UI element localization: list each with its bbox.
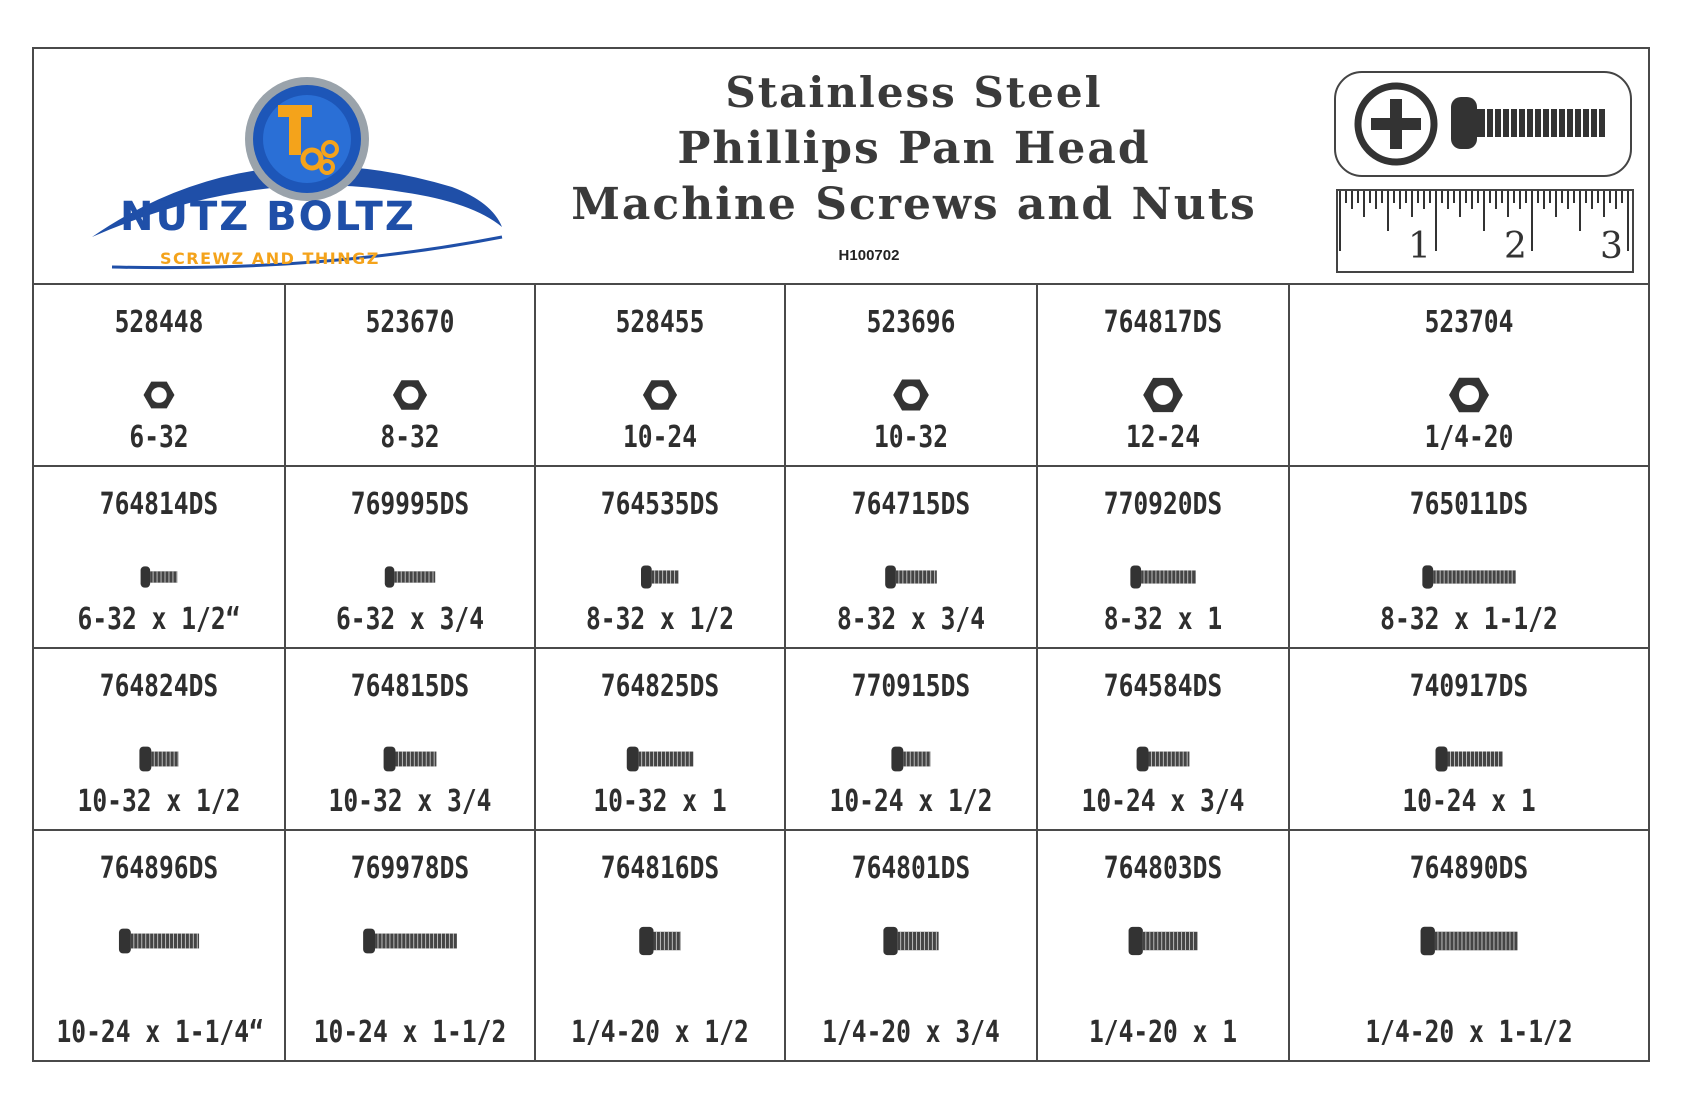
thread-size: 8-32 x 3/4: [836, 602, 986, 637]
part-cell: [786, 649, 1038, 831]
chart-title: [564, 65, 1264, 264]
thread-size: 10-32 x 1: [593, 784, 727, 819]
part-cell: [1038, 285, 1290, 467]
part-cell: [34, 467, 286, 649]
part-cell: [1038, 831, 1290, 1060]
part-cell: [1290, 649, 1648, 831]
part-cell: [34, 285, 286, 467]
part-number: 764824DS: [99, 669, 219, 704]
part-number: 764584DS: [1103, 669, 1223, 704]
part-number: 528448: [114, 305, 204, 340]
chart-header: [34, 49, 1648, 285]
part-cell: [34, 649, 286, 831]
part-number: 523670: [365, 305, 455, 340]
part-cell: [536, 649, 786, 831]
hex-nut-icon: [536, 365, 784, 425]
part-number: 764715DS: [851, 487, 971, 522]
thread-size: 1/4-20 x 1/2: [571, 1015, 749, 1050]
part-cell: [786, 467, 1038, 649]
thread-size: 1/4-20: [1424, 420, 1514, 455]
pan-head-screw-icon: [786, 729, 1036, 789]
title-line-material: Stainless Steel: [725, 68, 1103, 117]
part-cell: [536, 831, 786, 1060]
brand-logo: [72, 67, 542, 279]
part-cell: [536, 285, 786, 467]
thread-size: 8-32 x 1: [1103, 602, 1223, 637]
pan-head-screw-icon: [34, 911, 284, 971]
part-cell: [786, 831, 1038, 1060]
thread-size: 1/4-20 x 1: [1088, 1015, 1238, 1050]
pan-head-screw-icon: [536, 729, 784, 789]
part-number: 764814DS: [99, 487, 219, 522]
brand-name: NUTZ BOLTZ: [120, 194, 416, 240]
thread-size: 10-24 x 1-1/2: [313, 1015, 507, 1050]
part-number: 765011DS: [1409, 487, 1529, 522]
pan-head-screw-icon: [286, 729, 534, 789]
part-number: 764825DS: [600, 669, 720, 704]
thread-size: 10-24 x 1: [1402, 784, 1536, 819]
title-line-head-type: Phillips Pan Head: [677, 123, 1151, 174]
part-cell: [1038, 467, 1290, 649]
brand-tagline: SCREWZ AND THINGZ: [160, 249, 380, 268]
part-number: 528455: [615, 305, 705, 340]
thread-size: 6-32 x 1/2“: [77, 602, 241, 637]
thread-size: 10-24 x 1-1/4“: [56, 1015, 264, 1050]
part-number: 764896DS: [99, 851, 219, 886]
part-number: 770915DS: [851, 669, 971, 704]
pan-head-screw-icon: [1290, 729, 1648, 789]
title-line-product: Machine Screws and Nuts: [571, 179, 1257, 230]
thread-size: 8-32 x 1-1/2: [1380, 602, 1558, 637]
part-number: 764817DS: [1103, 305, 1223, 340]
part-cell: [286, 649, 536, 831]
phillips-pan-head-icon: [1336, 73, 1630, 175]
pan-head-screw-icon: [1290, 911, 1648, 971]
pan-head-screw-icon: [34, 729, 284, 789]
part-cell: [286, 285, 536, 467]
part-cell: [1290, 285, 1648, 467]
pan-head-screw-icon: [786, 911, 1036, 971]
part-number: 769995DS: [350, 487, 470, 522]
logo-emblem-icon: [72, 67, 542, 279]
part-cell: [786, 285, 1038, 467]
parts-grid: [34, 285, 1648, 1060]
thread-size: 1/4-20 x 3/4: [822, 1015, 1000, 1050]
hex-nut-icon: [1290, 365, 1648, 425]
pan-head-screw-icon: [1038, 729, 1288, 789]
part-cell: [286, 831, 536, 1060]
part-cell: [1290, 467, 1648, 649]
hex-nut-icon: [1038, 365, 1288, 425]
thread-size: 10-32 x 1/2: [77, 784, 241, 819]
pan-head-screw-icon: [1038, 911, 1288, 971]
part-number: 770920DS: [1103, 487, 1223, 522]
hex-nut-icon: [786, 365, 1036, 425]
pan-head-screw-icon: [1290, 547, 1648, 607]
part-number: 740917DS: [1409, 669, 1529, 704]
part-cell: [34, 831, 286, 1060]
part-number: 764890DS: [1409, 851, 1529, 886]
thread-size: 8-32 x 1/2: [585, 602, 735, 637]
assortment-chart: [32, 47, 1650, 1062]
part-number: 764801DS: [851, 851, 971, 886]
thread-size: 6-32: [129, 420, 189, 455]
thread-size: 10-24 x 1/2: [829, 784, 993, 819]
phillips-screw-diagram: [1334, 71, 1632, 177]
ruler-label-1: 1: [1408, 226, 1431, 267]
part-number: 769978DS: [350, 851, 470, 886]
ruler-label-2: 2: [1504, 226, 1527, 267]
thread-size: 8-32: [380, 420, 440, 455]
part-number: 523696: [866, 305, 956, 340]
pan-head-screw-icon: [786, 547, 1036, 607]
catalog-code: H100702: [838, 247, 900, 264]
pan-head-screw-icon: [34, 547, 284, 607]
thread-size: 10-32 x 3/4: [328, 784, 492, 819]
part-number: 764803DS: [1103, 851, 1223, 886]
inch-ruler: [1336, 189, 1634, 273]
thread-size: 1/4-20 x 1-1/2: [1365, 1015, 1573, 1050]
pan-head-screw-icon: [286, 911, 534, 971]
thread-size: 10-32: [873, 420, 949, 455]
hex-nut-icon: [286, 365, 534, 425]
thread-size: 12-24: [1125, 420, 1201, 455]
part-number: 764815DS: [350, 669, 470, 704]
pan-head-screw-icon: [286, 547, 534, 607]
part-cell: [286, 467, 536, 649]
pan-head-screw-icon: [536, 547, 784, 607]
thread-size: 10-24: [622, 420, 698, 455]
part-number: 764535DS: [600, 487, 720, 522]
pan-head-screw-icon: [536, 911, 784, 971]
thread-size: 10-24 x 3/4: [1081, 784, 1245, 819]
thread-size: 6-32 x 3/4: [335, 602, 485, 637]
part-number: 764816DS: [600, 851, 720, 886]
part-cell: [1290, 831, 1648, 1060]
ruler-label-3: 3: [1600, 226, 1623, 267]
pan-head-screw-icon: [1038, 547, 1288, 607]
part-cell: [536, 467, 786, 649]
hex-nut-icon: [34, 365, 284, 425]
ruler-ticks: [1338, 191, 1632, 271]
part-number: 523704: [1424, 305, 1514, 340]
part-cell: [1038, 649, 1290, 831]
